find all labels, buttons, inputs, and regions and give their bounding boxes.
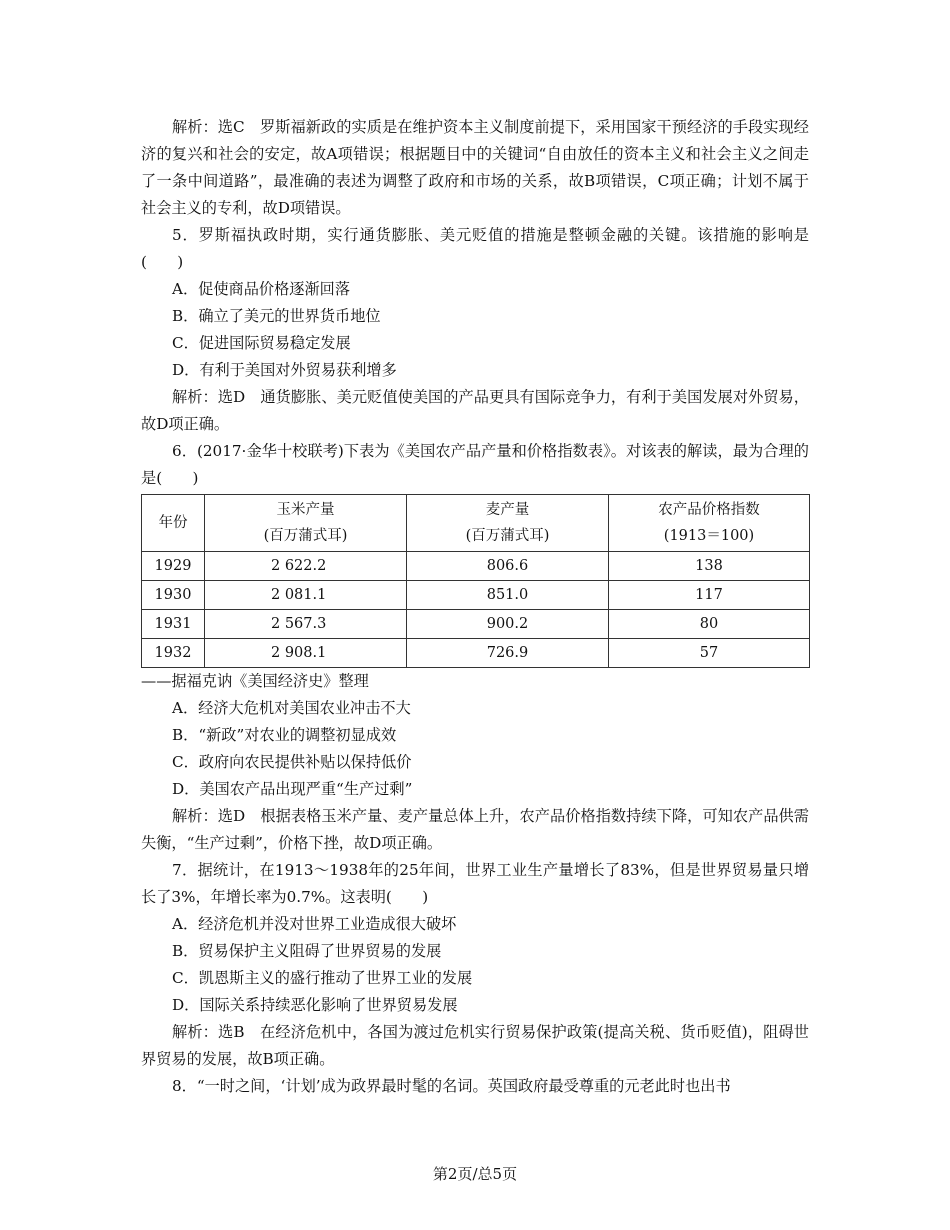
cell-wheat: 900.2 bbox=[407, 610, 609, 639]
analysis-q7: 解析：选B 在经济危机中，各国为渡过危机实行贸易保护政策(提高关税、货币贬值)，阻碍世界贸易的发展，故B项正确。 bbox=[141, 1023, 809, 1068]
q5-option-a: A．促使商品价格逐渐回落 bbox=[172, 280, 351, 298]
cell-index: 138 bbox=[609, 552, 810, 581]
question-5-stem: 5．罗斯福执政时期，实行通货膨胀、美元贬值的措施是整顿金融的关键。该措施的影响是( ) bbox=[141, 226, 809, 271]
header-year: 年份 bbox=[142, 495, 205, 552]
table-row bbox=[142, 552, 810, 581]
analysis-q6: 解析：选D 根据表格玉米产量、麦产量总体上升，农产品价格指数持续下降，可知农产品供需失衡，“生产过剩”，价格下挫，故D项正确。 bbox=[141, 807, 809, 852]
header-corn-unit: (百万蒲式耳) bbox=[263, 528, 348, 544]
cell-year: 1931 bbox=[142, 610, 205, 639]
analysis-q4: 解析：选C 罗斯福新政的实质是在维护资本主义制度前提下，采用国家干预经济的手段实现经济的复兴和社会的安定，故A项错误；根据题目中的关键词“自由放任的资本主义和社会主义之间走了一条中间道路”，最准确的表述为调整了政府和市场的关系，故B项错误，C项正确；计划不属于社会主义的专利，故D项错误。 bbox=[141, 118, 809, 217]
header-wheat-title: 麦产量 bbox=[485, 502, 530, 518]
table-row bbox=[142, 581, 810, 610]
cell-index: 57 bbox=[609, 639, 810, 668]
q5-option-b: B．确立了美元的世界货币地位 bbox=[172, 307, 381, 325]
cell-corn: 2 567.3 bbox=[205, 610, 407, 639]
cell-year: 1932 bbox=[142, 639, 205, 668]
header-wheat bbox=[407, 495, 609, 552]
question-6-stem: 6．(2017·金华十校联考)下表为《美国农产品产量和价格指数表》。对该表的解读，最为合理的是( ) bbox=[141, 442, 809, 487]
cell-corn: 2 622.2 bbox=[205, 552, 407, 581]
q7-option-b: B．贸易保护主义阻碍了世界贸易的发展 bbox=[172, 942, 442, 960]
q7-option-a: A．经济危机并没对世界工业造成很大破坏 bbox=[172, 915, 457, 933]
cell-wheat: 851.0 bbox=[407, 581, 609, 610]
header-corn-title: 玉米产量 bbox=[276, 502, 335, 518]
question-8-stem: 8．“一时之间，‘计划’成为政界最时髦的名词。英国政府最受尊重的元老此时也出书 bbox=[172, 1077, 731, 1095]
cell-index: 117 bbox=[609, 581, 810, 610]
q7-option-c: C．凯恩斯主义的盛行推动了世界工业的发展 bbox=[172, 969, 473, 987]
header-wheat-unit: (百万蒲式耳) bbox=[465, 528, 550, 544]
cell-wheat: 726.9 bbox=[407, 639, 609, 668]
cell-year: 1929 bbox=[142, 552, 205, 581]
table-source: ——据福克讷《美国经济史》整理 bbox=[141, 672, 369, 690]
q6-option-b: B．“新政”对农业的调整初显成效 bbox=[172, 726, 397, 744]
q5-option-d: D．有利于美国对外贸易获利增多 bbox=[172, 361, 397, 379]
q5-option-c: C．促进国际贸易稳定发展 bbox=[172, 334, 351, 352]
q7-option-d: D．国际关系持续恶化影响了世界贸易发展 bbox=[172, 996, 458, 1014]
table-header-row bbox=[142, 495, 810, 552]
q6-option-d: D．美国农产品出现严重“生产过剩” bbox=[172, 780, 413, 798]
header-corn bbox=[205, 495, 407, 552]
cell-wheat: 806.6 bbox=[407, 552, 609, 581]
page-content bbox=[141, 114, 809, 1100]
q6-option-a: A．经济大危机对美国农业冲击不大 bbox=[172, 699, 411, 717]
question-7-stem: 7．据统计，在1913～1938年的25年间，世界工业生产量增长了83%，但是世界贸易量只增长了3%，年增长率为0.7%。这表明( ) bbox=[141, 861, 809, 906]
cell-index: 80 bbox=[609, 610, 810, 639]
cell-corn: 2 908.1 bbox=[205, 639, 407, 668]
table-row bbox=[142, 639, 810, 668]
cell-corn: 2 081.1 bbox=[205, 581, 407, 610]
header-index bbox=[609, 495, 810, 552]
analysis-q5: 解析：选D 通货膨胀、美元贬值使美国的产品更具有国际竞争力，有利于美国发展对外贸易，故D项正确。 bbox=[141, 388, 809, 433]
header-index-title: 农产品价格指数 bbox=[658, 502, 760, 518]
q6-option-c: C．政府向农民提供补贴以保持低价 bbox=[172, 753, 412, 771]
agriculture-table bbox=[141, 494, 810, 668]
header-index-unit: (1913＝100) bbox=[663, 528, 755, 544]
table-row bbox=[142, 610, 810, 639]
cell-year: 1930 bbox=[142, 581, 205, 610]
page-footer: 第2页/总5页 bbox=[432, 1165, 518, 1183]
